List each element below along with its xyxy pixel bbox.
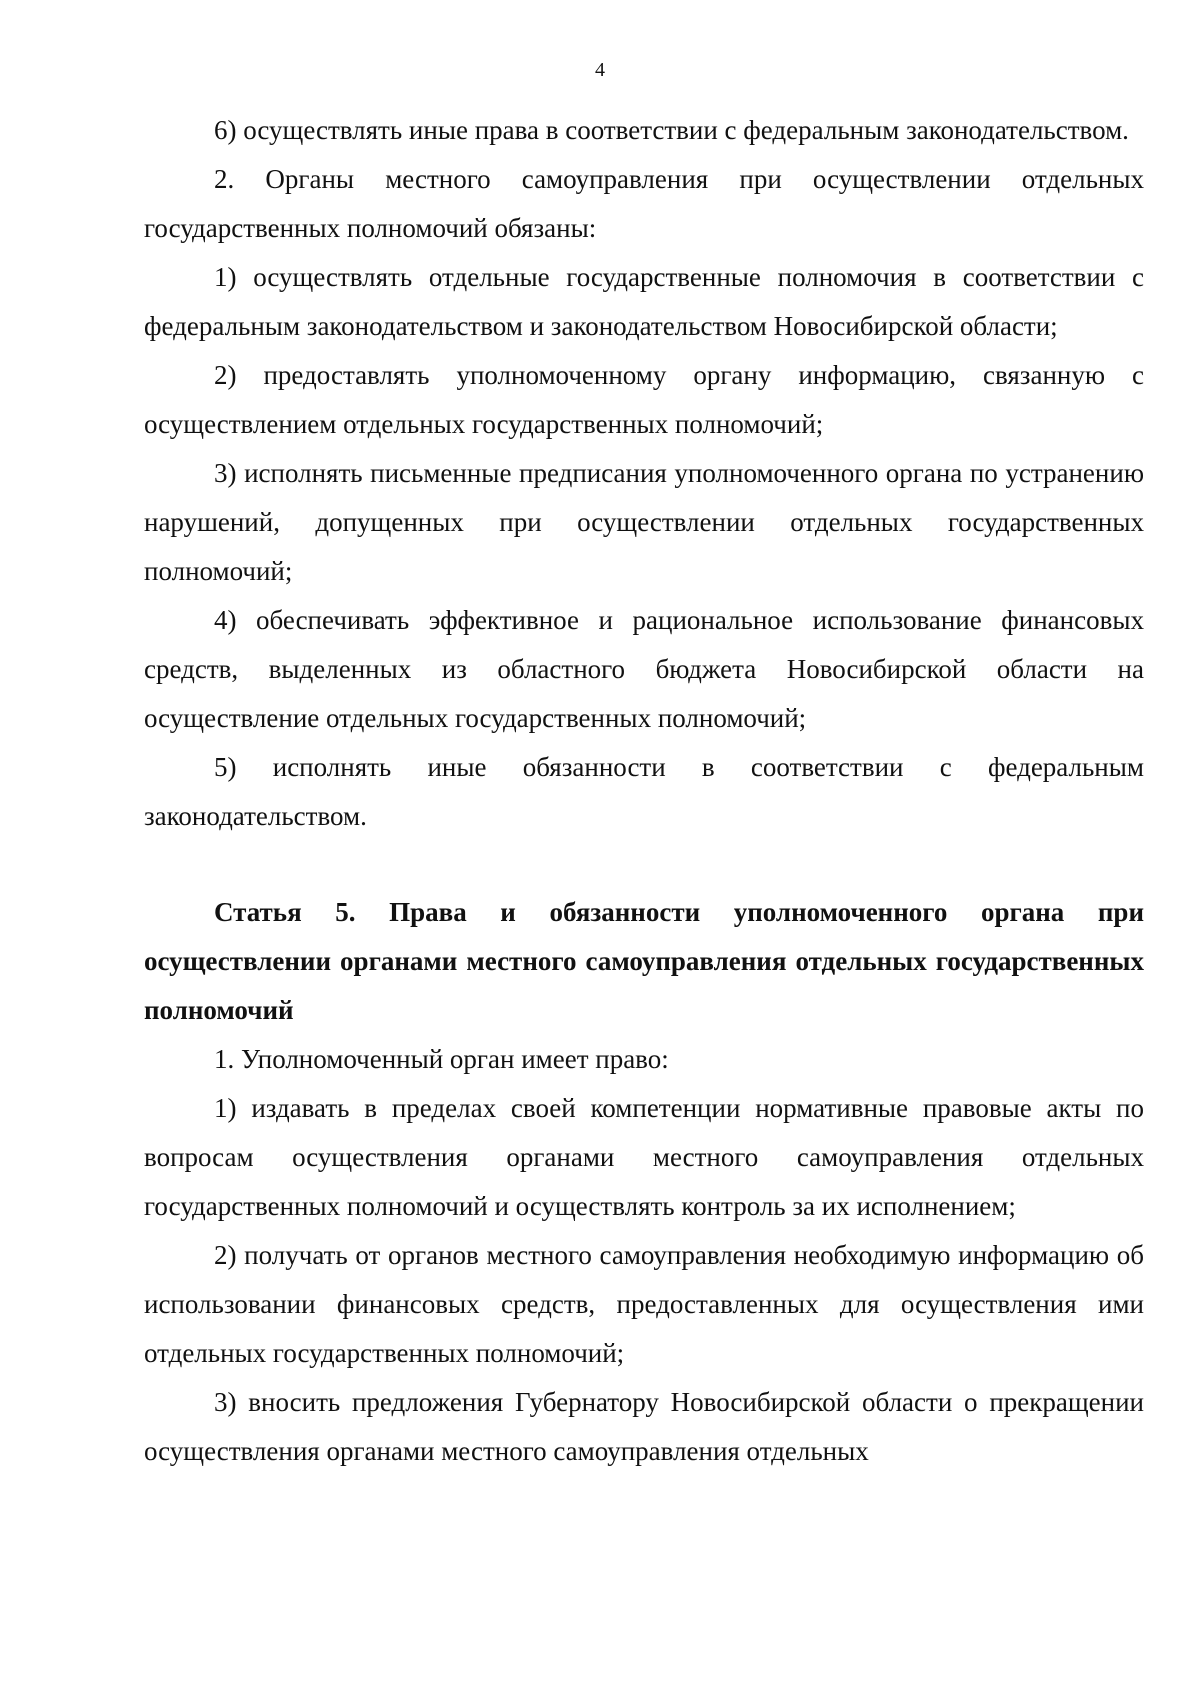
paragraph-duty-2: 2) предоставлять уполномоченному органу информацию, связанную с осуществлением отдельных государственных полномочий;	[144, 360, 1144, 439]
paragraph-duty-3: 3) исполнять письменные предписания уполномоченного органа по устранению нарушений, допущенных при осуществлении отдельных государственных полномочий;	[144, 458, 1144, 586]
paragraph-right-3: 3) вносить предложения Губернатору Новосибирской области о прекращении осуществления органами местного самоуправления отдельных	[144, 1387, 1144, 1466]
article-label: Статья 5.	[214, 897, 356, 927]
document-body	[144, 106, 1144, 1476]
paragraph-duty-4: 4) обеспечивать эффективное и рациональное использование финансовых средств, выделенных из областного бюджета Новосибирской области на осуществление отдельных государственных полномочий;	[144, 605, 1144, 733]
paragraph-right-1: 1) издавать в пределах своей компетенции нормативные правовые акты по вопросам осуществления органами местного самоуправления отдельных государственных полномочий и осуществлять контроль за их исполнением;	[144, 1093, 1144, 1221]
page-number: 4	[595, 59, 605, 81]
paragraph-section-1-rights: 1. Уполномоченный орган имеет право:	[214, 1044, 669, 1074]
article-heading	[144, 888, 1144, 1035]
article-title: Права и обязанности уполномоченного органа при осуществлении органами местного самоуправления отдельных государственных полномочий	[144, 897, 1145, 1025]
paragraph-duty-1: 1) осуществлять отдельные государственные полномочия в соответствии с федеральным законодательством и законодательством Новосибирской области;	[144, 262, 1144, 341]
paragraph-right-2: 2) получать от органов местного самоуправления необходимую информацию об использовании финансовых средств, предоставленных для осуществления ими отдельных государственных полномочий;	[144, 1240, 1144, 1368]
paragraph-section-2-duties: 2. Органы местного самоуправления при осуществлении отдельных государственных полномочий обязаны:	[144, 164, 1144, 243]
paragraph-duty-5: 5) исполнять иные обязанности в соответствии с федеральным законодательством.	[144, 752, 1144, 831]
paragraph-item-6-rights: 6) осуществлять иные права в соответствии с федеральным законодательством.	[214, 115, 1129, 145]
